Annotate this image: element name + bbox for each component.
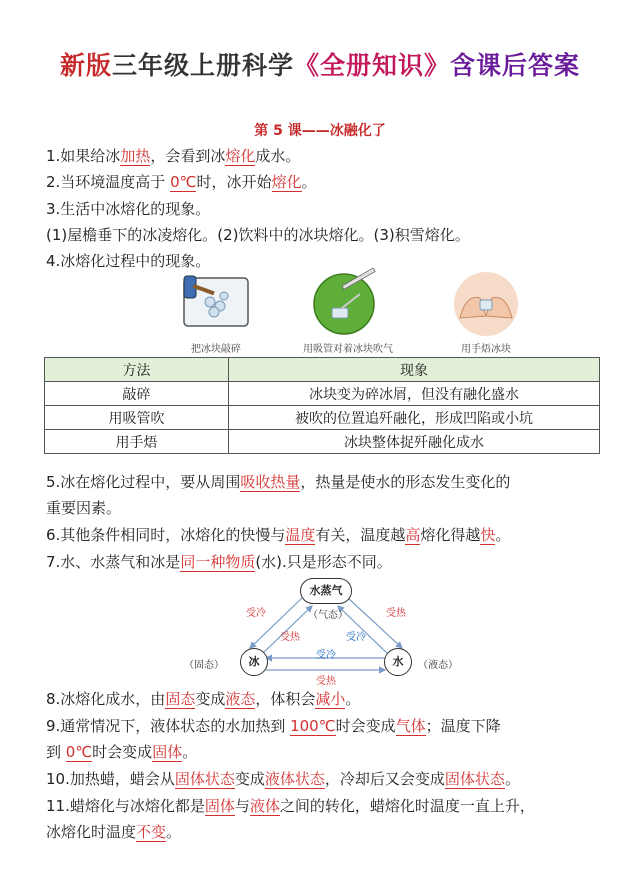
water-node: 水: [384, 648, 412, 676]
label-cool-left: 受冷: [246, 608, 266, 619]
caption-hands: 用手焐冰块: [461, 344, 511, 355]
header-method: 方法: [45, 358, 229, 382]
table-row: 用吸管吹 被吹的位置追歼融化，形成凹陷或小坑: [45, 406, 600, 430]
point-11: 11.蜡熔化与冰熔化都是固体与液体之间的转化，蜡熔化时温度一直上升，: [46, 797, 535, 815]
method-phenomenon-table: [44, 357, 600, 454]
point-10: 10.加热蜡，蜡会从固体状态变成液体状态，冷却后又会变成固体状态。: [46, 770, 520, 788]
point-9-cont: 到 0℃时会变成固体。: [46, 743, 198, 761]
point-4: 4.冰熔化过程中的现象。: [46, 252, 211, 270]
point-2: 2.当环境温度高于 0℃时，冰开始熔化。: [46, 173, 317, 191]
vapor-node: 水蒸气: [300, 578, 352, 604]
point-5: 5.冰在熔化过程中，要从周围吸收热量，热量是使水的形态发生变化的: [46, 473, 511, 491]
label-heat-right: 受热: [386, 608, 406, 619]
vapor-state-label: （气态）: [308, 610, 348, 621]
hands-warm-picture: [446, 268, 526, 338]
point-5-cont: 重要因素。: [46, 499, 122, 517]
caption-straw: 用吸管对着冰块吹气: [303, 344, 393, 355]
page-title: 新版三年级上册科学《全册知识》含课后答案: [59, 51, 581, 80]
point-3-examples: (1)屋檐垂下的冰凌熔化。(2)饮料中的冰块熔化。(3)积雪熔化。: [46, 226, 470, 244]
label-cool-bottom: 受冷: [316, 650, 336, 661]
ice-state-label: （固态）: [184, 660, 224, 671]
hammer-ice-picture: [176, 268, 256, 338]
point-7: 7.水、水蒸气和冰是同一种物质(水).只是形态不同。: [46, 553, 392, 571]
point-3: 3.生活中冰熔化的现象。: [46, 200, 211, 218]
caption-hammer: 把冰块敲碎: [191, 344, 241, 355]
label-cool-right: 受冷: [346, 632, 366, 643]
point-8: 8.冰熔化成水，由固态变成液态，体积会减小。: [46, 690, 361, 708]
header-phenomenon: 现象: [229, 358, 600, 382]
water-state-label: （液态）: [418, 660, 458, 671]
point-11-cont: 冰熔化时温度不变。: [46, 823, 182, 841]
point-6: 6.其他条件相同时，冰熔化的快慢与温度有关，温度越高熔化得越快。: [46, 526, 511, 544]
table-header-row: [45, 358, 600, 382]
table-row: 敲碎 冰块变为碎冰屑，但没有融化盛水: [45, 382, 600, 406]
lesson-heading: 第 5 课——冰融化了: [254, 123, 386, 139]
point-9: 9.通常情况下，液体状态的水加热到 100℃时会变成气体；温度下降: [46, 717, 501, 735]
label-heat-bottom: 受热: [316, 676, 336, 687]
straw-blow-picture: [308, 268, 388, 338]
water-states-diagram: [180, 578, 470, 686]
table-row: 用手焐 冰块整体捉歼融化成水: [45, 430, 600, 454]
experiment-pictures: [166, 268, 526, 358]
label-heat-left: 受热: [280, 632, 300, 643]
point-1: 1.如果给冰加热，会看到冰熔化成水。: [46, 147, 301, 165]
ice-node: 冰: [240, 648, 268, 676]
